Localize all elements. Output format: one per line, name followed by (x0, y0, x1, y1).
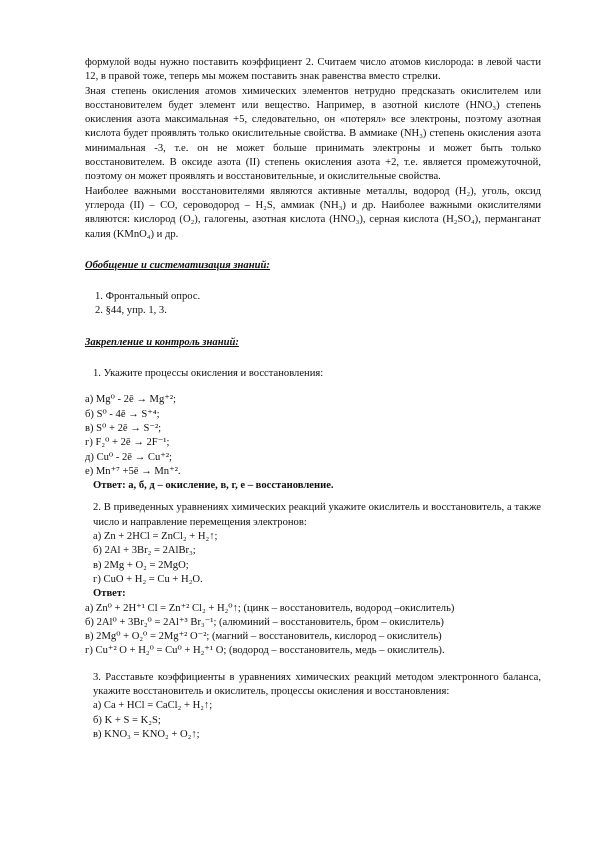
task1-line: б) S⁰ - 4ē → S⁺⁴; (85, 408, 160, 420)
intro-paragraph-1: формулой воды нужно поставить коэффициент 2. Считаем число атомов кислорода: в левой части 12, в правой тоже, теперь мы можем поставить знак равенства вместо стрелки. (85, 57, 541, 83)
list-item: 1. Фронтальный опрос. (95, 291, 201, 303)
task2-answer-line: в) 2Mg⁰ + O₂⁰ = 2Mg⁺² O⁻²; (магний – восстановитель, кислород – окислитель) (85, 631, 442, 643)
intro-paragraph-2: Зная степень окисления атомов химических элементов нетрудно предсказать окислителем или восстановителем будет элемент или вещество. Например, в азотной кислоте (HNO₃) степень окисления азота максимальная +5, следовательно, он «потерял» все электроны, поэтому азотная кислота будет проявлять только окислительные свойства. В аммиаке (NH₃) степень окисления азота минимальная -3, т.е. он не может больше принимать электроны и может быть только восстановителем. В оксиде азота (II) степень окисления азота +2, т.е. является промежуточной, поэтому он может проявлять и восстановительные, и окислительные свойства. (85, 85, 541, 183)
task1-line: а) Mg⁰ - 2ē → Mg⁺²; (85, 394, 176, 406)
task1-prompt: 1. Укажите процессы окисления и восстановления: (93, 368, 324, 380)
task1-line: г) F₂⁰ + 2ē → 2F⁻¹; (85, 437, 170, 449)
task2-line: б) 2Al + 3Br₂ = 2AlBr₃; (93, 545, 196, 557)
task1-line: д) Cu⁰ - 2ē → Cu⁺²; (85, 451, 172, 463)
task2-line: г) CuO + H₂ = Cu + H₂O. (93, 573, 203, 585)
task2-line: в) 2Mg + O₂ = 2MgO; (93, 559, 189, 571)
task2-answer-line: б) 2Al⁰ + 3Br₂⁰ = 2Al⁺³ Br₃⁻¹; (алюминий – восстановитель, бром – окислитель) (85, 616, 444, 628)
task3-line: в) KNO₃ = KNO₂ + O₂↑; (93, 728, 200, 740)
task1-answer: Ответ: а, б, д – окисление, в, г, е – восстановление. (93, 480, 334, 492)
task1-line: в) S⁰ + 2ē → S⁻²; (85, 422, 162, 434)
intro-paragraph-3: Наиболее важными восстановителями являются активные металлы, водород (H₂), уголь, оксид углерода (II) – CO, сероводород – H₂S, аммиак (NH₃) и др. Наиболее важными окислителями являются: кислород (O₂), галогены, азотная кислота (HNO₃), серная кислота (H₂SO₄), перманганат калия (KMnO₄) и др. (85, 185, 541, 240)
task3-line: а) Ca + HCl = CaCl₂ + H₂↑; (93, 700, 213, 712)
task3-line: б) K + S = K₂S; (93, 714, 161, 726)
generalization-list (85, 290, 541, 319)
task2-line: а) Zn + 2HCl = ZnCl₂ + H₂↑; (93, 531, 218, 543)
task3-prompt: 3. Расставьте коэффициенты в уравнениях химических реакций методом электронного баланса, укажите восстановитель и окислитель, процессы окисления и восстановления: (93, 671, 541, 697)
task2-answer-line: г) Cu⁺² O + H₂⁰ = Cu⁰ + H₂⁺¹ O; (водород – восстановитель, медь – окислитель). (85, 645, 445, 657)
task2-answer-line: а) Zn⁰ + 2H⁺¹ Cl = Zn⁺² Cl₂ + H₂⁰↑; (цинк – восстановитель, водород –окислитель) (85, 602, 455, 614)
task2-prompt: 2. В приведенных уравнениях химических реакций укажите окислитель и восстановитель, а также число и направление перемещения электронов: (93, 502, 541, 528)
section-heading-generalization: Обобщение и систематизация знаний: (85, 259, 270, 271)
document-page (85, 56, 541, 742)
list-item: 2. §44, упр. 1, 3. (95, 305, 167, 317)
task1-line: е) Mn⁺⁷ +5ē → Mn⁺². (85, 465, 181, 477)
section-heading-control: Закрепление и контроль знаний: (85, 336, 239, 348)
task2-answer-label: Ответ: (93, 588, 126, 600)
